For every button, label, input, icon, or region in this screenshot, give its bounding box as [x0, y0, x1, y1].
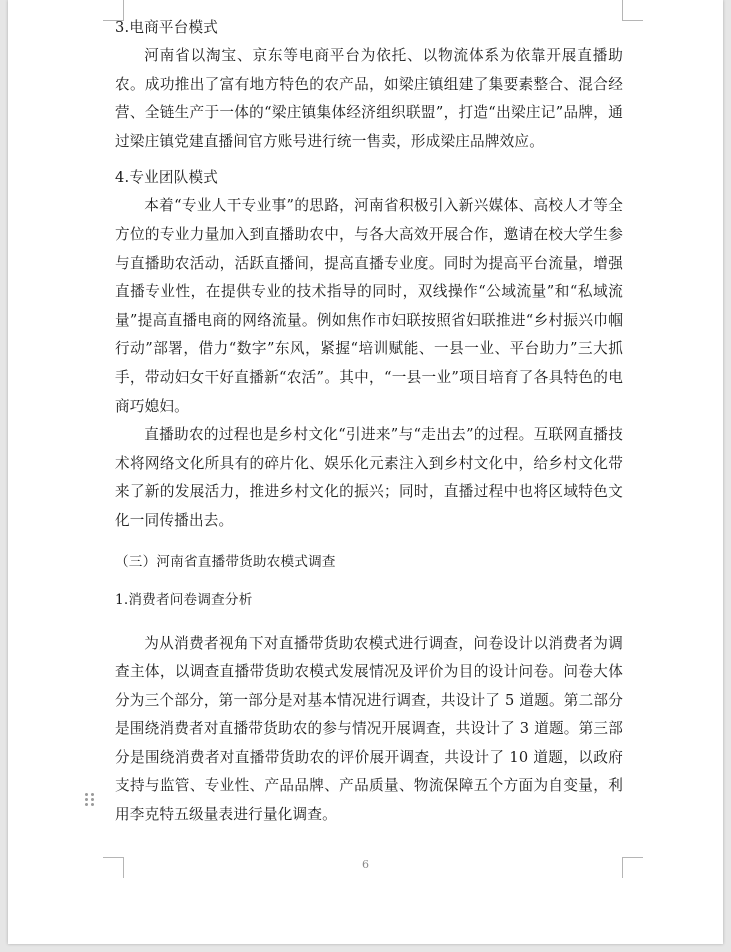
drag-handle-icon[interactable] [84, 792, 98, 808]
paragraph-professional-team-mode: 本着“专业人干专业事”的思路，河南省积极引入新兴媒体、高校人才等全方位的专业力量加入到直播助农中，与各大高效开展合作，邀请在校大学生参与直播助农活动，活跃直播间，提高直播专业度。同时为提高平台流量，增强直播专业性，在提供专业的技术指导的同时，双线操作“公域流量”和“私域流量”提高直播电商的网络流量。例如焦作市妇联按照省妇联推进“乡村振兴巾帼行动”部署，借力“数字”东风，紧握“培训赋能、一县一业、平台助力”三大抓手，带动妇女干好直播新“农活”。其中，“一县一业”项目培育了各具特色的电商巧媳妇。 [115, 197, 623, 415]
document-page [8, 0, 723, 944]
page-number: 6 [362, 858, 369, 871]
heading-consumer-survey: 1.消费者问卷调查分析 [115, 591, 253, 608]
paragraph-rural-culture: 直播助农的过程也是乡村文化“引进来”与“走出去”的过程。互联网直播技术将网络文化所具有的碎片化、娱乐化元素注入到乡村文化中，给乡村文化带来了新的发展活力，推进乡村文化的振兴；同时，直播过程中也将区域特色文化一同传播出去。 [115, 426, 623, 529]
paragraph-consumer-survey: 为从消费者视角下对直播带货助农模式进行调查，问卷设计以消费者为调查主体，以调查直播带货助农模式发展情况及评价为目的设计问卷。问卷大体分为三个部分，第一部分是对基本情况进行调查，共设计了 5 道题。第二部分是围绕消费者对直播带货助农的参与情况开展调查，共设计了 3 道题。第三部分是围绕消费者对直播带货助农的评价展开调查，共设计了 10 道题，以政府支持与监管、专业性、产品品牌、产品质量、物流保障五个方面为自变量，利用李克特五级量表进行量化调查。 [115, 634, 623, 824]
margin-mark-top-right [622, 0, 643, 21]
document-body[interactable] [115, 14, 623, 830]
heading-professional-team-mode: 4.专业团队模式 [115, 169, 219, 187]
heading-ecommerce-platform-mode: 3.电商平台模式 [115, 19, 219, 36]
section-heading-survey: （三）河南省直播带货助农模式调查 [115, 553, 336, 570]
paragraph-ecommerce-platform-mode: 河南省以淘宝、京东等电商平台为依托、以物流体系为依靠开展直播助农。成功推出了富有地方特色的农产品，如梁庄镇组建了集要素整合、混合经营、全链生产于一体的“梁庄镇集体经济组织联盟”，打造“出梁庄记”品牌，通过梁庄镇党建直播间官方账号进行统一售卖，形成梁庄品牌效应。 [115, 47, 623, 150]
